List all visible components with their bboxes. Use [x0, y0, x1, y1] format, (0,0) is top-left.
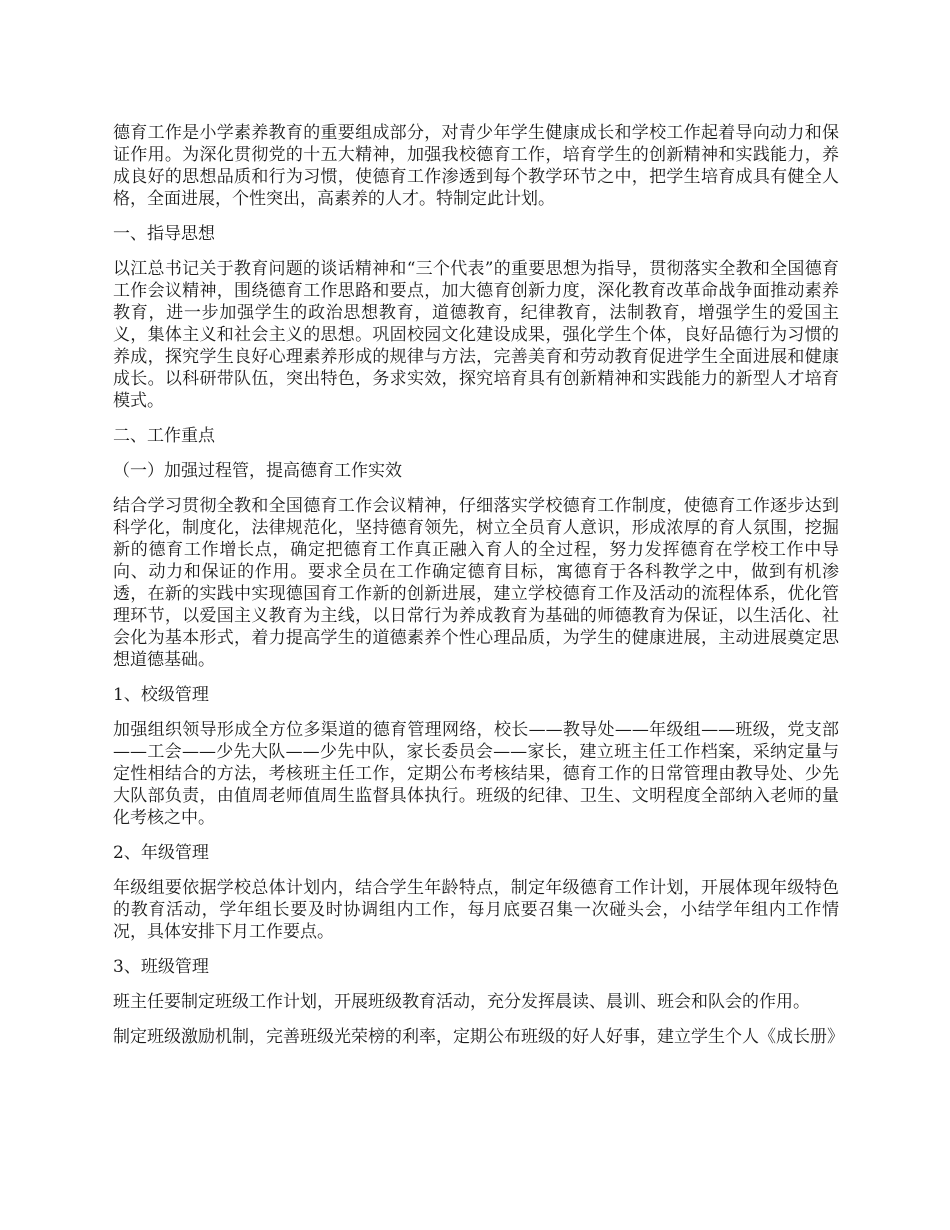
process-management-paragraph: 结合学习贯彻全教和全国德育工作会议精神，仔细落实学校德育工作制度，使德育工作逐步达到科学化，制度化，法律规范化，坚持德育领先，树立全员育人意识，形成浓厚的育人氛围，挖掘新的德育工作增长点，确定把德育工作真正融入育人的全过程，努力发挥德育在学校工作中导向、动力和保证的作用。要求全员在工作确定德育目标，寓德育于各科教学之中，做到有机渗透，在新的实践中实现德国育工作新的创新进展，建立学校德育工作及活动的流程体系，优化管理环节，以爱国主义教育为主线，以日常行为养成教育为基础的师德教育为保证，以生活化、社会化为基本形式，着力提高学生的道德素养个性心理品质，为学生的健康进展，主动进展奠定思想道德基础。: [113, 496, 839, 670]
class-level-paragraph-1: 班主任要制定班级工作计划，开展班级教育活动，充分发挥晨读、晨训、班会和队会的作用。: [113, 992, 810, 1012]
class-level-paragraph-2: 制定班级激励机制，完善班级光荣榜的利率，定期公布班级的好人好事，建立学生个人《成长册》: [113, 1027, 844, 1047]
intro-paragraph: 德育工作是小学素养教育的重要组成部分，对青少年学生健康成长和学校工作起着导向动力和保证作用。为深化贯彻党的十五大精神，加强我校德育工作，培育学生的创新精神和实践能力，养成良好的思想品质和行为习惯，使德育工作渗透到每个教学环节之中，把学生培育成具有健全人格，全面进展，个性突出，高素养的人才。特制定此计划。: [113, 123, 839, 209]
school-level-paragraph: 加强组织领导形成全方位多渠道的德育管理网络，校长——教导处——年级组——班级，党支部——工会——少先大队——少先中队，家长委员会——家长，建立班主任工作档案，采纳定量与定性相结合的方法，考核班主任工作，定期公布考核结果，德育工作的日常管理由教导处、少先大队部负责，由值周老师值周生监督具体执行。班级的纪律、卫生、文明程度全部纳入老师的量化考核之中。: [113, 720, 839, 828]
grade-level-paragraph: 年级组要依据学校总体计划内，结合学生年龄特点，制定年级德育工作计划，开展体现年级特色的教育活动，学年组长要及时协调组内工作，每月底要召集一次碰头会，小结学年组内工作情况，具体安排下月工作要点。: [113, 878, 839, 942]
item-heading-class-level: 3、班级管理: [113, 957, 209, 977]
document-page: [113, 122, 844, 1061]
item-heading-school-level: 1、校级管理: [113, 685, 209, 705]
subsection-heading-process-management: （一）加强过程管，提高德育工作实效: [113, 461, 402, 481]
item-heading-grade-level: 2、年级管理: [113, 843, 209, 863]
section-heading-work-focus: 二、工作重点: [113, 426, 215, 446]
guiding-ideology-paragraph: 以江总书记关于教育问题的谈话精神和“三个代表”的重要思想为指导，贯彻落实全教和全国德育工作会议精神，围绕德育工作思路和要点，加大德育创新力度，深化教育改革命战争面推动素养教育，进一步加强学生的政治思想教育，道德教育，纪律教育，法制教育，增强学生的爱国主义，集体主义和社会主义的思想。巩固校园文化建设成果，强化学生个体，良好品德行为习惯的养成，探究学生良好心理素养形成的规律与方法，完善美育和劳动教育促进学生全面进展和健康成长。以科研带队伍，突出特色，务求实效，探究培育具有创新精神和实践能力的新型人才培育模式。: [113, 259, 839, 411]
section-heading-guiding-ideology: 一、指导思想: [113, 224, 215, 244]
